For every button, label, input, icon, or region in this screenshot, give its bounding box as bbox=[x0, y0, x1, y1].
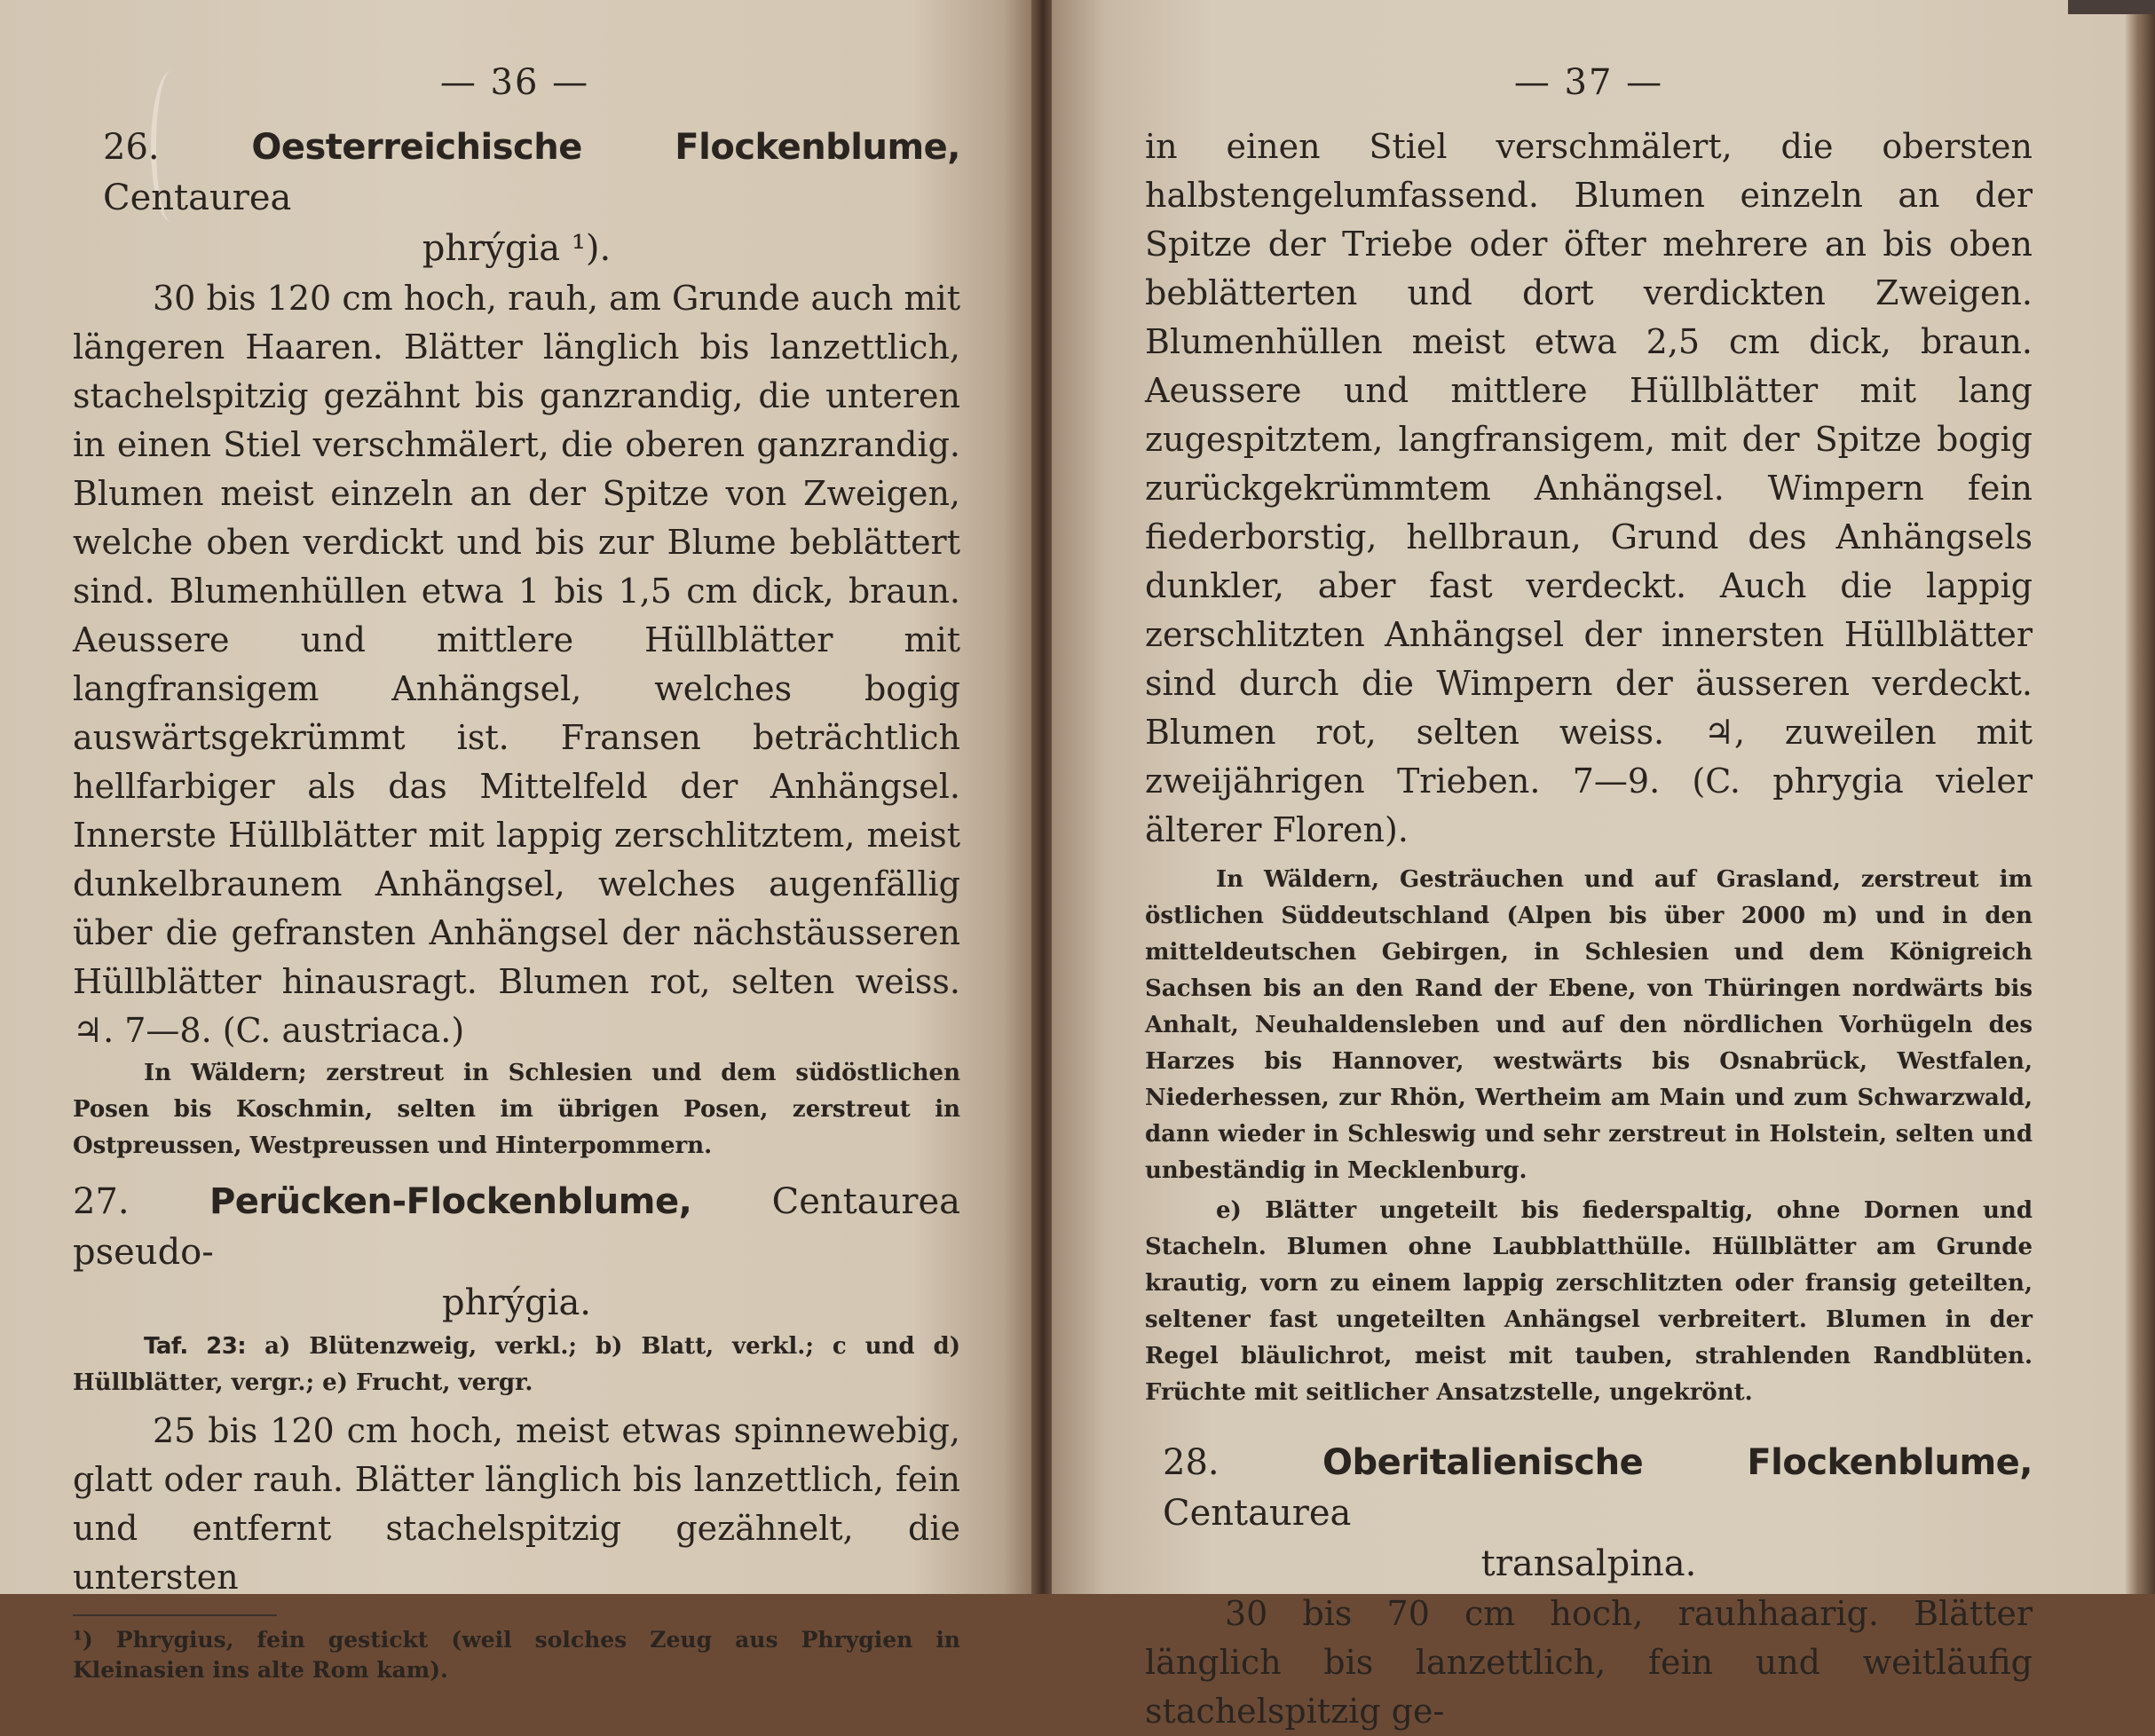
entry-common-name: Oberitalienische Flockenblume, bbox=[1322, 1442, 2033, 1483]
footnote: ¹) Phrygius, fein gestickt (weil solches Zeug aus Phrygien in Kleinasien ins alte Rom kam). bbox=[73, 1627, 960, 1683]
plate-label: Taf. 23: bbox=[144, 1333, 247, 1360]
entry-26-habitat: In Wäldern; zerstreut in Schlesien und dem südöstlichen Posen bis Koschmin, selten im übrigen Posen, zerstreut in Ostpreussen, Westpreussen und Hinterpommern. bbox=[73, 1060, 960, 1159]
key-section-e: e) Blätter ungeteilt bis fiederspaltig, ohne Dornen und Stacheln. Blumen ohne Laubblatthülle. Hüllblätter am Grunde krautig, vorn zu einem lappig zerschlitzten oder fransig geteilten, seltener fast ungeteilten Anhängsel verbreitert. Blumen in der Regel bläulichrot, meist mit tauben, strahlenden Randblüten. Früchte mit seitlicher Ansatzstelle, ungekrönt. bbox=[1145, 1197, 2033, 1406]
page-edge bbox=[2126, 0, 2155, 1594]
entry-26-heading bbox=[73, 122, 960, 224]
plate-text: a) Blütenzweig, verkl.; b) Blatt, verkl.; c und d) Hüllblätter, vergr.; e) Frucht, vergr. bbox=[73, 1333, 961, 1396]
entry-27-description-cont: in einen Stiel verschmälert, die obersten halbstengelumfassend. Blumen einzeln an der Spitze der Triebe oder öfter mehrere an bis oben beblätterten und dort verdickten Zweigen. Blumenhüllen meist etwa 2,5 cm dick, braun. Aeussere und mittlere Hüllblätter mit lang zugespitztem, langfransigem, mit der Spitze bogig zurückgekrümmtem Anhängsel. Wimpern fein fiederborstig, hellbraun, Grund des Anhängsels dunkler, aber fast verdeckt. Auch die lappig zerschlitzten Anhängsel der innersten Hüllblätter sind durch die Wimpern der äusseren verdeckt. Blumen rot, selten weiss. ♃, zuweilen mit zweijährigen Trieben. 7—9. (C. phrygia vieler älterer Floren). bbox=[1145, 127, 2033, 849]
entry-26-description: 30 bis 120 cm hoch, rauh, am Grunde auch mit längeren Haaren. Blätter länglich bis lanzettlich, stachelspitzig gezähnt bis ganzrandig, die unteren in einen Stiel verschmälert, die oberen ganzrandig. Blumen meist einzeln an der Spitze von Zweigen, welche oben verdickt und bis zur Blume beblättert sind. Blumenhüllen etwa 1 bis 1,5 cm dick, braun. Aeussere und mittlere Hüllblätter mit langfransigem Anhängsel, welches bogig auswärtsgekrümmt ist. Fransen beträchtlich hellfarbiger als das Mittelfeld der Anhängsel. Innerste Hüllblätter mit lappig zerschlitztem, meist dunkelbraunem Anhängsel, welches augenfällig über die gefransten Anhängsel der nächstäusseren Hüllblätter hinausragt. Blumen rot, selten weiss. ♃. 7—8. (C. austriaca.) bbox=[73, 279, 960, 1050]
entry-number: 26. bbox=[103, 127, 160, 168]
entry-number: 28. bbox=[1163, 1442, 1220, 1483]
entry-latin-name-cont: transalpina. bbox=[1480, 1543, 1697, 1584]
page-number: — 37 — bbox=[1513, 62, 1664, 103]
entry-latin-name: Centaurea bbox=[1163, 1493, 1352, 1534]
entry-28-description: 30 bis 70 cm hoch, rauhhaarig. Blätter länglich bis lanzettlich, fein und weitläufig stachelspitzig ge- bbox=[1145, 1594, 2033, 1731]
right-page bbox=[1052, 0, 2126, 1731]
plate-reference bbox=[73, 1329, 960, 1401]
footnote-rule bbox=[73, 1614, 277, 1616]
entry-latin-name: Centaurea bbox=[103, 178, 292, 218]
entry-latin-name-cont: phrýgia ¹). bbox=[422, 228, 612, 269]
left-page bbox=[0, 0, 1034, 1683]
entry-28-heading bbox=[1145, 1438, 2033, 1539]
entry-number: 27. bbox=[73, 1181, 130, 1222]
entry-common-name: Perücken-Flockenblume, bbox=[209, 1181, 692, 1222]
entry-latin-name-cont: phrýgia. bbox=[441, 1282, 592, 1323]
entry-common-name: Oesterreichische Flockenblume, bbox=[251, 127, 960, 168]
entry-27-description: 25 bis 120 cm hoch, meist etwas spinnewebig, glatt oder rauh. Blätter länglich bis lanzettlich, fein und entfernt stachelspitzig gezähnelt, die untersten bbox=[73, 1411, 960, 1597]
cover-corner bbox=[2068, 0, 2155, 14]
entry-27-habitat: In Wäldern, Gesträuchen und auf Grasland, zerstreut im östlichen Süddeutschland (Alpen bis über 2000 m) und in den mitteldeutschen Gebirgen, in Schlesien und dem Königreich Sachsen bis an den Rand der Ebene, von Thüringen nordwärts bis Anhalt, Neuhaldensleben und auf den nördlichen Vorhügeln des Harzes bis Hannover, westwärts bis Osnabrück, Westfalen, Niederhessen, zur Rhön, Wertheim am Main und zum Schwarzwald, dann wieder in Schleswig und sehr zerstreut in Holstein, selten und unbeständig in Mecklenburg. bbox=[1145, 866, 2033, 1184]
page-number: — 36 — bbox=[439, 62, 590, 103]
entry-27-heading bbox=[73, 1177, 960, 1278]
entry-latin-name: Centaurea pseudo- bbox=[73, 1181, 960, 1273]
right-column bbox=[1145, 122, 2033, 1736]
left-column bbox=[73, 122, 960, 1685]
